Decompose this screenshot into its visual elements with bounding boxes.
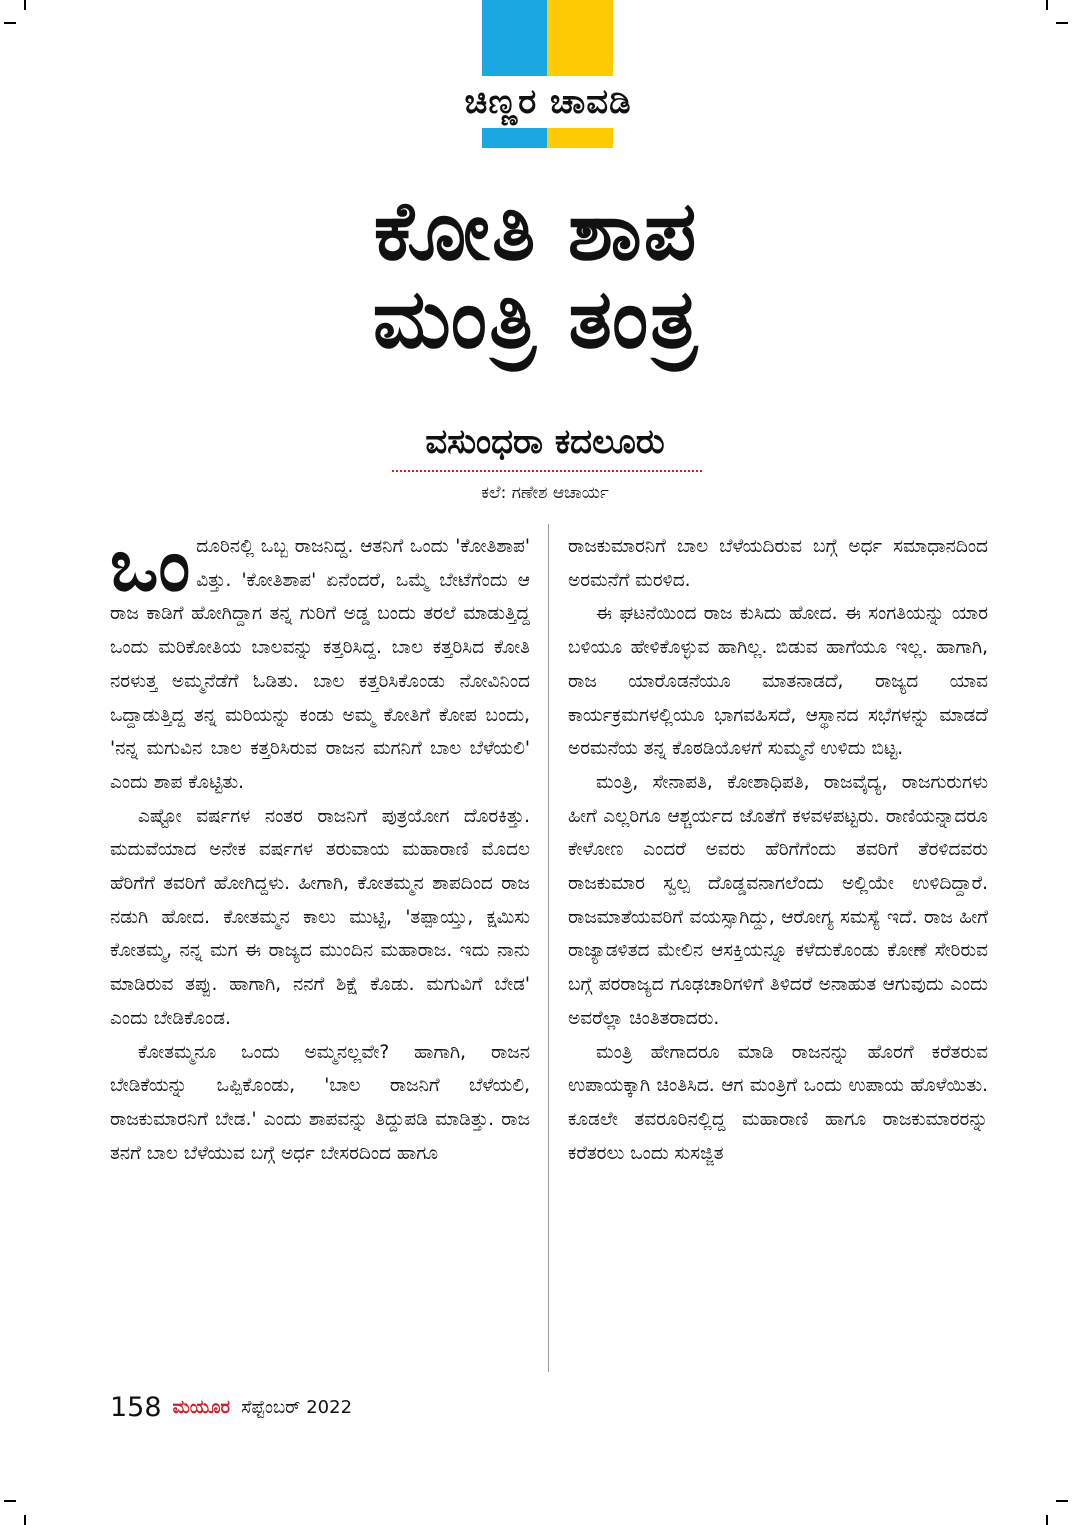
crop-mark <box>24 1515 26 1525</box>
crop-mark <box>1046 1515 1048 1525</box>
issue-date: ಸೆಪ್ಟೆಂಬರ್ 2022 <box>241 1397 353 1418</box>
crop-mark <box>1056 22 1068 24</box>
right-column <box>568 530 988 1170</box>
section-label: ಚಿಣ್ಣರ ಚಾವಡಿ <box>448 78 648 126</box>
article-title <box>200 184 872 367</box>
paragraph: ಕೋತಮ್ಮನೂ ಒಂದು ಅಮ್ಮನಲ್ಲವೇ? ಹಾಗಾಗಿ, ರಾಜನ ಬೇಡಿಕೆಯನ್ನು ಒಪ್ಪಿಕೊಂಡು, 'ಬಾಲ ರಾಜನಿಗೆ ಬೆಳೆಯಲಿ, ರಾಜಕುಮಾರನಿಗೆ ಬೇಡ.' ಎಂದು ಶಾಪವನ್ನು ತಿದ್ದುಪಡಿ ಮಾಡಿತ್ತು. ರಾಜ ತನಗೆ ಬಾಲ ಬೆಳೆಯುವ ಬಗ್ಗೆ ಅರ್ಧ ಬೇಸರದಿಂದ ಹಾಗೂ <box>110 1041 530 1164</box>
paragraph <box>110 523 530 800</box>
crop-mark <box>1056 1500 1068 1502</box>
paragraph: ಈ ಘಟನೆಯಿಂದ ರಾಜ ಕುಸಿದು ಹೋದ. ಈ ಸಂಗತಿಯನ್ನು ಯಾರ ಬಳಿಯೂ ಹೇಳಿಕೊಳ್ಳುವ ಹಾಗಿಲ್ಲ. ಬಿಡುವ ಹಾಗೆಯೂ ಇಲ್ಲ. ಹಾಗಾಗಿ, ರಾಜ ಯಾರೊಡನೆಯೂ ಮಾತನಾಡದೆ, ರಾಜ್ಯದ ಯಾವ ಕಾರ್ಯಕ್ರಮಗಳಲ್ಲಿಯೂ ಭಾಗವಹಿಸದೆ, ಆಸ್ಥಾನದ ಸಭೆಗಳನ್ನು ಮಾಡದೆ ಅರಮನೆಯ ತನ್ನ ಕೊಠಡಿಯೊಳಗೆ ಸುಮ್ಮನೆ ಉಳಿದು ಬಿಟ್ಟ. <box>568 603 988 760</box>
crop-mark <box>4 1500 16 1502</box>
drop-cap: ಒಂ <box>110 523 191 607</box>
paragraph: ಎಷ್ಟೋ ವರ್ಷಗಳ ನಂತರ ರಾಜನಿಗೆ ಪುತ್ರಯೋಗ ದೊರಕಿತ್ತು. ಮದುವೆಯಾದ ಅನೇಕ ವರ್ಷಗಳ ತರುವಾಯ ಮಹಾರಾಣಿ ಮೊದಲ ಹೆರಿಗೆಗೆ ತವರಿಗೆ ಹೋಗಿದ್ದಳು. ಹೀಗಾಗಿ, ಕೋತಮ್ಮನ ಶಾಪದಿಂದ ರಾಜ ನಡುಗಿ ಹೋದ. ಕೋತಮ್ಮನ ಕಾಲು ಮುಟ್ಟಿ, 'ತಪ್ಪಾಯ್ತು, ಕ್ಷಮಿಸು ಕೋತಮ್ಮ, ನನ್ನ ಮಗ ಈ ರಾಜ್ಯದ ಮುಂದಿನ ಮಹಾರಾಜ. ಇದು ನಾನು ಮಾಡಿರುವ ತಪ್ಪು. ಹಾಗಾಗಿ, ನನಗೆ ಶಿಕ್ಷೆ ಕೊಡು. ಮಗುವಿಗೆ ಬೇಡ' ಎಂದು ಬೇಡಿಕೊಂಡ. <box>110 805 530 1029</box>
crop-mark <box>4 22 16 24</box>
author-name: ವಸುಂಧರಾ ಕದಲೂರು <box>425 422 665 462</box>
magazine-logo: ಮಯೂರ <box>172 1397 231 1418</box>
page-number: 158 <box>110 1392 162 1423</box>
paragraph-text: ದೂರಿನಲ್ಲಿ ಒಬ್ಬ ರಾಜನಿದ್ದ. ಆತನಿಗೆ ಒಂದು 'ಕೋತಿಶಾಪ' ವಿತ್ತು. 'ಕೋತಿಶಾಪ' ಏನೆಂದರೆ, ಒಮ್ಮೆ ಬೇಟೆಗೆಂದು ಆ ರಾಜ ಕಾಡಿಗೆ ಹೋಗಿದ್ದಾಗ ತನ್ನ ಗುರಿಗೆ ಅಡ್ಡ ಬಂದು ತರಲೆ ಮಾಡುತ್ತಿದ್ದ ಒಂದು ಮರಿಕೋತಿಯ ಬಾಲವನ್ನು ಕತ್ತರಿಸಿದ್ದ. ಬಾಲ ಕತ್ತರಿಸಿದ ಕೋತಿ ನರಳುತ್ತ ಅಮ್ಮನೆಡೆಗೆ ಓಡಿತು. ಬಾಲ ಕತ್ತರಿಸಿಕೊಂಡು ನೋವಿನಿಂದ ಒದ್ದಾಡುತ್ತಿದ್ದ ತನ್ನ ಮರಿಯನ್ನು ಕಂಡು ಅಮ್ಮ ಕೋತಿಗೆ ಕೋಪ ಬಂದು, 'ನನ್ನ ಮಗುವಿನ ಬಾಲ ಕತ್ತರಿಸಿರುವ ರಾಜನ ಮಗನಿಗೆ ಬಾಲ ಬೆಳೆಯಲಿ' ಎಂದು ಶಾಪ ಕೊಟ್ಟಿತು. <box>110 536 530 793</box>
crop-mark <box>1046 0 1048 10</box>
paragraph: ಮಂತ್ರಿ, ಸೇನಾಪತಿ, ಕೋಶಾಧಿಪತಿ, ರಾಜವೈದ್ಯ, ರಾಜಗುರುಗಳು ಹೀಗೆ ಎಲ್ಲರಿಗೂ ಆಶ್ಚರ್ಯದ ಜೊತೆಗೆ ಕಳವಳಪಟ್ಟರು. ರಾಣಿಯನ್ನಾದರೂ ಕೇಳೋಣ ಎಂದರೆ ಅವರು ಹೆರಿಗೆಗೆಂದು ತವರಿಗೆ ತೆರಳಿದವರು ರಾಜಕುಮಾರ ಸ್ವಲ್ಪ ದೊಡ್ಡವನಾಗಲೆಂದು ಅಲ್ಲಿಯೇ ಉಳಿದಿದ್ದಾರೆ. ರಾಜಮಾತೆಯವರಿಗೆ ವಯಸ್ಸಾಗಿದ್ದು, ಆರೋಗ್ಯ ಸಮಸ್ಯೆ ಇದೆ. ರಾಜ ಹೀಗೆ ರಾಜ್ಯಾಡಳಿತದ ಮೇಲಿನ ಆಸಕ್ತಿಯನ್ನೂ ಕಳೆದುಕೊಂಡು ಕೋಣೆ ಸೇರಿರುವ ಬಗ್ಗೆ ಪರರಾಜ್ಯದ ಗೂಢಚಾರಿಗಳಿಗೆ ತಿಳಿದರೆ ಅನಾಹುತ ಆಗುವುದು ಎಂದು ಅವರೆಲ್ಲಾ ಚಿಂತಿತರಾದರು. <box>568 771 988 1029</box>
column-divider <box>548 524 549 1372</box>
title-line: ಕೋತಿ ಶಾಪ <box>373 184 699 279</box>
paragraph: ರಾಜಕುಮಾರನಿಗೆ ಬಾಲ ಬೆಳೆಯದಿರುವ ಬಗ್ಗೆ ಅರ್ಧ ಸಮಾಧಾನದಿಂದ ಅರಮನೆಗೆ ಮರಳಿದ. <box>568 536 988 591</box>
logo-yellow-block <box>547 0 613 76</box>
left-column <box>110 523 530 1170</box>
logo-blue-block <box>482 0 547 76</box>
illustration-credit: ಕಲೆ: ಗಣೇಶ ಆಚಾರ್ಯ <box>481 483 609 503</box>
logo-blue-block <box>482 128 547 148</box>
crop-mark <box>24 0 26 10</box>
paragraph: ಮಂತ್ರಿ ಹೇಗಾದರೂ ಮಾಡಿ ರಾಜನನ್ನು ಹೊರಗೆ ಕರೆತರುವ ಉಪಾಯಕ್ಕಾಗಿ ಚಿಂತಿಸಿದ. ಆಗ ಮಂತ್ರಿಗೆ ಒಂದು ಉಪಾಯ ಹೊಳೆಯಿತು. ಕೂಡಲೇ ತವರೂರಿನಲ್ಲಿದ್ದ ಮಹಾರಾಣಿ ಹಾಗೂ ರಾಜಕುಮಾರರನ್ನು ಕರೆತರಲು ಒಂದು ಸುಸಜ್ಜಿತ <box>568 1041 988 1164</box>
logo-yellow-block <box>547 128 613 148</box>
title-line: ಮಂತ್ರಿ ತಂತ್ರ <box>372 272 700 367</box>
dotted-divider <box>392 470 702 472</box>
page-footer <box>110 1392 352 1426</box>
